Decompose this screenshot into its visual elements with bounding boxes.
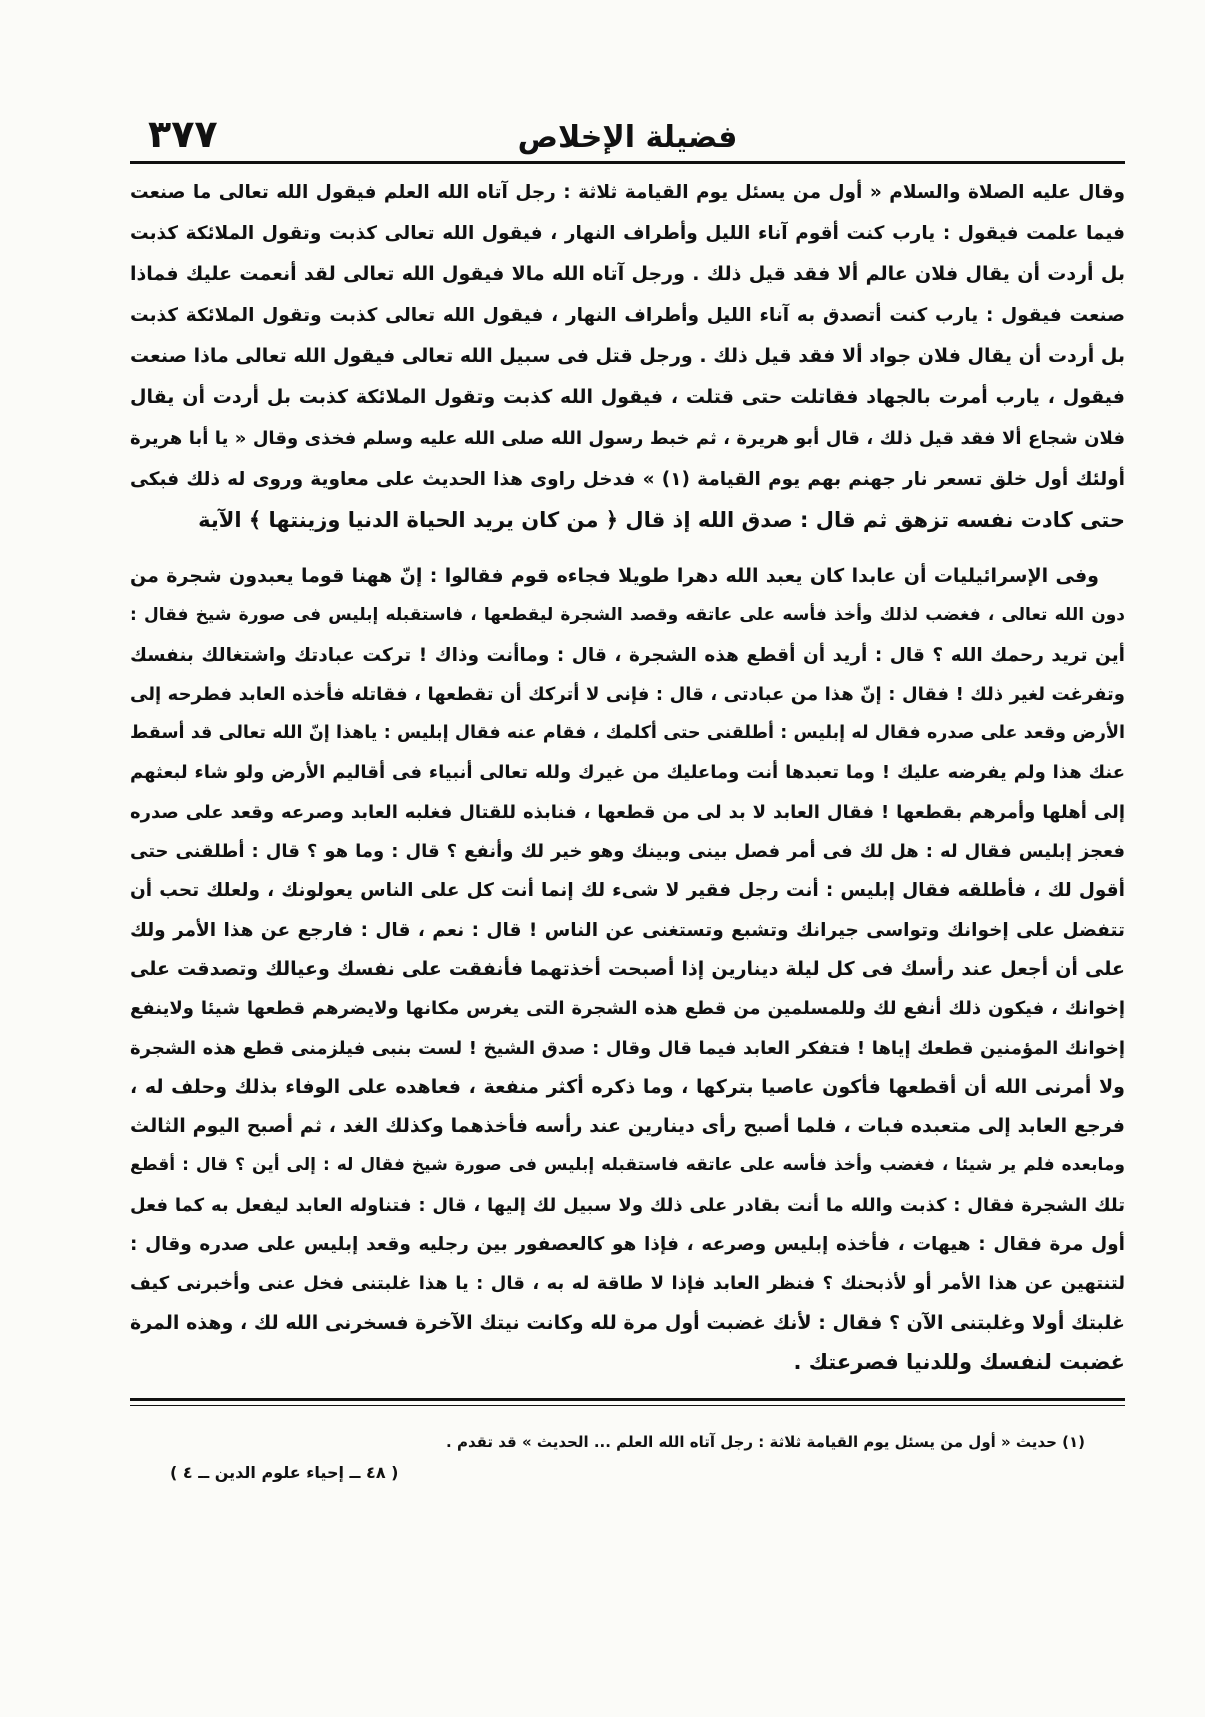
text-line: إخوانك المؤمنين قطعك إياها ! فتفكر العابد فيما قال وقال : صدق الشيخ ! لست بنبى فيلزمنى قطع هذه الشجرة (130, 1037, 1125, 1059)
text-line: أول مرة فقال : هيهات ، فأخذه إبليس وصرعه ، فإذا هو كالعصفور بين رجليه وقعد إبليس على صدره وقال : (130, 1234, 1125, 1256)
text-line: أقول لك ، فأطلقه فقال إبليس : أنت رجل فقير لا شىء لك إنما أنت كل على الناس يعولونك ، ولعلك تحب أن (130, 880, 1125, 902)
text-line: ولا أمرنى الله أن أقطعها فأكون عاصيا بتركها ، وما ذكره أكثر منفعة ، فعاهده على الوفاء بذلك وحلف له ، (130, 1075, 1125, 1098)
paragraph-israiliyyat (130, 557, 1125, 1382)
text-line: على أن أجعل عند رأسك فى كل ليلة دينارين إذا أصبحت أخذتهما فأنفقت على نفسك وعيالك وتصدقت على (130, 957, 1125, 980)
text-line: أين تريد رحمك الله ؟ قال : أريد أن أقطع هذه الشجرة ، قال : وماأنت وذاك ! تركت عبادتك واشتغالك بنفسك (130, 644, 1125, 666)
text-line: تلك الشجرة فقال : كذبت والله ما أنت بقادر على ذلك ولا سبيل لك إليها ، قال : فتناوله العابد ليفعل به كما فعل (130, 1194, 1125, 1216)
text-body (130, 172, 1125, 1382)
text-line: فيقول ، يارب أمرت بالجهاد فقاتلت حتى قتلت ، فيقول الله كذبت وتقول الملائكة كذبت بل أردت أن يقال (130, 386, 1125, 408)
text-line: وتفرغت لغير ذلك ! فقال : إنّ هذا من عبادتى ، قال : فإنى لا أتركك أن تقطعها ، فقاتله فأخذه العابد فطرحه إلى (130, 683, 1125, 705)
text-line: إلى أهلها وأمرهم بقطعها ! فقال العابد لا بد لى من قطعها ، فنابذه للقتال فغلبه العابد وصرعه وقعد على صدره (130, 801, 1125, 823)
text-line: وفى الإسرائيليات أن عابدا كان يعبد الله دهرا طويلا فجاءه قوم فقالوا : إنّ ههنا قوما يعبدون شجرة من (130, 565, 1099, 587)
text-line: وقال عليه الصلاة والسلام « أول من يسئل يوم القيامة ثلاثة : رجل آتاه الله العلم فيقول الله تعالى ما صنعت (130, 182, 1125, 203)
footnote-rule-thin (130, 1405, 1125, 1406)
text-line: بل أردت أن يقال فلان جواد ألا فقد قيل ذلك . ورجل قتل فى سبيل الله تعالى فيقول الله تعالى ماذا صنعت (130, 345, 1125, 367)
text-line: فلان شجاع ألا فقد قيل ذلك ، قال أبو هريرة ، ثم خبط رسول الله صلى الله عليه وسلم فخذى وقال « يا أبا هريرة (130, 428, 1125, 449)
text-line: ومابعده فلم ير شيئا ، فغضب وأخذ فأسه على عاتقه فاستقبله إبليس فى صورة شيخ فقال له : إلى أين ؟ قال : أقطع (130, 1155, 1125, 1176)
header-rule (130, 161, 1125, 164)
footnote-rule (130, 1398, 1125, 1401)
page-number: ٣٧٧ (148, 112, 218, 156)
text-line: أولئك أول خلق تسعر نار جهنم بهم يوم القيامة (١) » فدخل راوى هذا الحديث على معاوية وروى له ذلك فبكى (130, 469, 1126, 490)
text-line: الأرض وقعد على صدره فقال له إبليس : أطلقنى حتى أكلمك ، فقام عنه فقال إبليس : ياهذا إنّ الله تعالى قد أسقط (130, 723, 1125, 744)
text-line: عنك هذا ولم يفرضه عليك ! وما تعبدها أنت وماعليك من غيرك ولله تعالى أنبياء فى أقاليم الأرض ولو شاء لبعثهم (130, 762, 1125, 784)
text-line: فرجع العابد إلى متعبده فبات ، فلما أصبح رأى دينارين عند رأسه فأخذهما وكذلك الغد ، ثم أصبح اليوم الثالث (130, 1115, 1125, 1138)
text-line: فيما علمت فيقول : يارب كنت أقوم آناء الليل وأطراف النهار ، فيقول الله تعالى كذبت وتقول الملائكة كذبت (130, 223, 1125, 244)
text-line: صنعت فيقول : يارب كنت أتصدق به آناء الليل وأطراف النهار ، فيقول الله تعالى كذبت وتقول الملائكة كذبت (130, 305, 1125, 326)
text-line: تتفضل على إخوانك وتواسى جيرانك وتشبع وتستغنى عن الناس ! قال : نعم ، قال : فارجع عن هذا الأمر ولك (130, 919, 1125, 941)
text-line: غلبتك أولا وغلبتنى الآن ؟ فقال : لأنك غضبت أول مرة لله وكانت نيتك الآخرة فسخرنى الله لك ، وهذه المرة (130, 1311, 1125, 1334)
printer-signature: ( ٤٨ ــ إحياء علوم الدين ــ ٤ ) (170, 1463, 399, 1482)
text-line: دون الله تعالى ، فغضب لذلك وأخذ فأسه على عاتقه وقصد الشجرة ليقطعها ، فاستقبله إبليس فى صورة شيخ فقال : (130, 605, 1125, 626)
text-line: فعجز إبليس فقال له : هل لك فى أمر فصل بينى وبينك وهو خير لك وأنفع ؟ قال : وما هو ؟ قال : أطلقنى حتى (130, 841, 1125, 863)
text-line: غضبت لنفسك وللدنيا فصرعتك . (793, 1349, 1125, 1374)
text-line: حتى كادت نفسه تزهق ثم قال : صدق الله إذ قال ﴿ من كان يريد الحياة الدنيا وزينتها ﴾ الآية (198, 508, 1125, 532)
text-line: إخوانك ، فيكون ذلك أنفع لك وللمسلمين من قطع هذه الشجرة التى يغرس مكانها ولايضرهم قطعها شيئا ولاينفع (130, 998, 1125, 1020)
running-header-title: فضيلة الإخلاص (517, 120, 738, 155)
paragraph-hadith (130, 172, 1125, 541)
text-line: بل أردت أن يقال فلان عالم ألا فقد قيل ذلك . ورجل آتاه الله مالا فيقول الله تعالى لقد أنعمت عليك فماذا (130, 263, 1125, 285)
footnote: (١) حديث « أول من يسئل يوم القيامة ثلاثة : رجل آتاه الله العلم ... الحديث » قد تقدم . (446, 1433, 1085, 1451)
text-line: لتنتهين عن هذا الأمر أو لأذبحنك ؟ فنظر العابد فإذا لا طاقة له به ، قال : يا هذا غلبتنى فخل عنى وأخبرنى كيف (130, 1273, 1125, 1295)
